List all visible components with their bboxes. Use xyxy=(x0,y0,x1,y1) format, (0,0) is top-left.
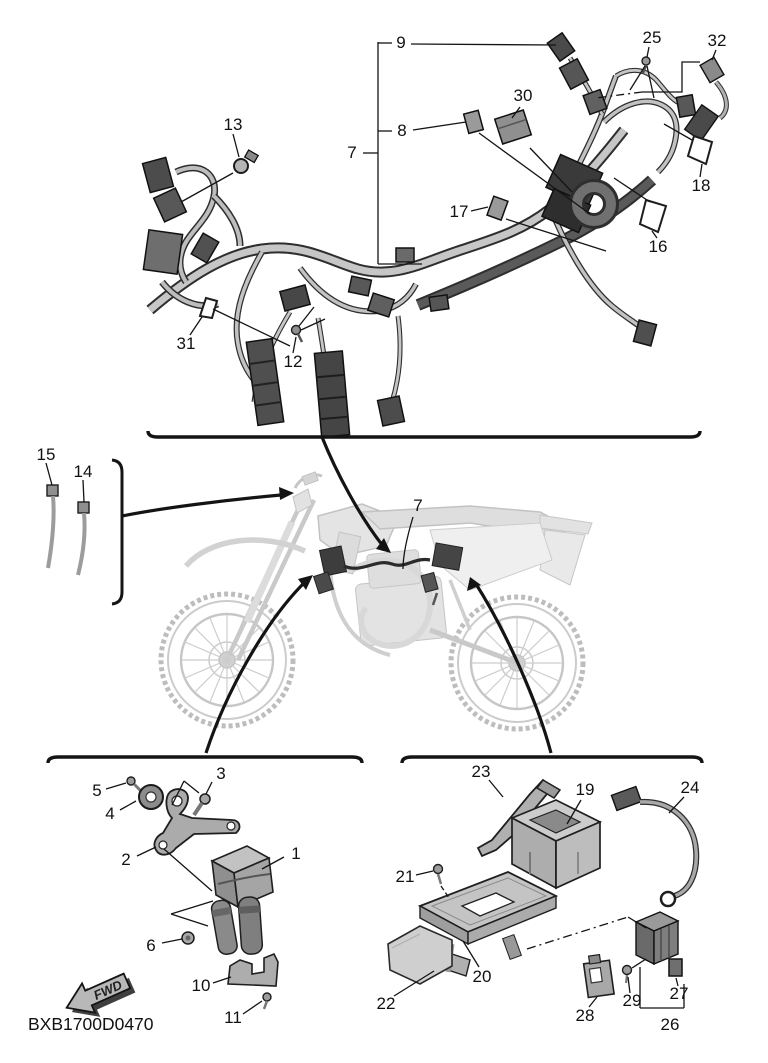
callout-9: 9 xyxy=(396,33,406,52)
fwd-label: FWD xyxy=(91,977,125,1003)
callout-11: 11 xyxy=(224,1008,242,1027)
callout-17: 17 xyxy=(449,202,469,221)
callout-10: 10 xyxy=(191,976,211,995)
callout-1: 1 xyxy=(291,844,301,863)
callout-21: 21 xyxy=(395,867,415,886)
callout-28: 28 xyxy=(575,1006,595,1025)
callout-18: 18 xyxy=(691,176,711,195)
callout-27: 27 xyxy=(669,984,689,1003)
callout-6: 6 xyxy=(146,936,156,955)
callout-32: 32 xyxy=(707,31,727,50)
callout-24: 24 xyxy=(680,778,700,797)
callout-13: 13 xyxy=(223,115,243,134)
callout-23: 23 xyxy=(471,762,491,781)
callout-16: 16 xyxy=(648,237,668,256)
callout-15: 15 xyxy=(36,445,56,464)
callout-2: 2 xyxy=(121,850,131,869)
callout-22: 22 xyxy=(376,994,396,1013)
callout-20: 20 xyxy=(472,967,492,986)
callout-19: 19 xyxy=(575,780,595,799)
callout-7: 7 xyxy=(347,143,357,162)
callout-7: 7 xyxy=(413,496,423,515)
callout-8: 8 xyxy=(397,121,407,140)
callout-5: 5 xyxy=(92,781,102,800)
callout-29: 29 xyxy=(622,991,642,1010)
callout-26: 26 xyxy=(660,1015,680,1034)
callout-25: 25 xyxy=(642,28,662,47)
callout-31: 31 xyxy=(176,334,196,353)
callout-14: 14 xyxy=(73,462,93,481)
callout-4: 4 xyxy=(105,804,115,823)
drawing-number: BXB1700D0470 xyxy=(28,1014,154,1034)
callout-3: 3 xyxy=(216,764,226,783)
callout-12: 12 xyxy=(283,352,303,371)
callout-30: 30 xyxy=(513,86,533,105)
